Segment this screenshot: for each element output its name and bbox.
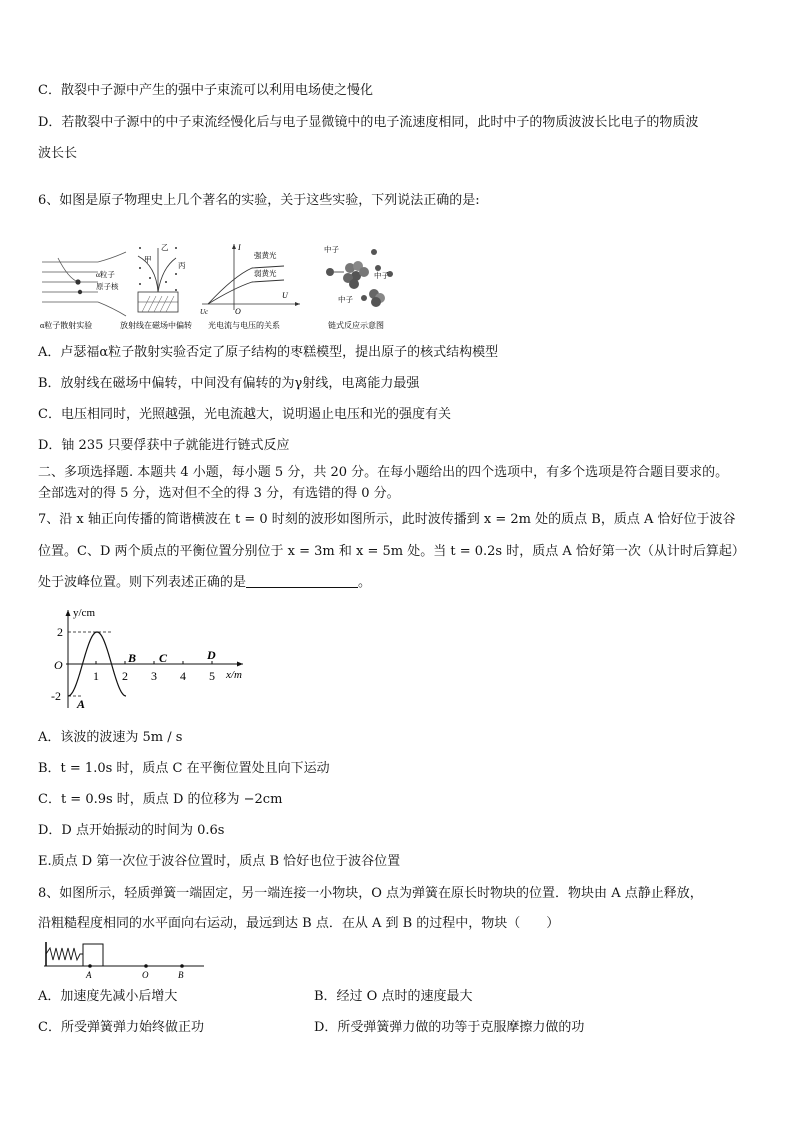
q7-wave-graph xyxy=(38,604,258,714)
strong-light-label: 强黄光 xyxy=(254,251,277,260)
q7-option-a: A．该波的波速为 5m / s xyxy=(38,730,183,745)
q7-option-d: D．D 点开始振动的时间为 0.6s xyxy=(38,823,225,838)
q6-figure xyxy=(38,238,400,332)
yi-label: 乙 xyxy=(161,243,169,252)
x-tick-4: 4 xyxy=(180,669,186,683)
uc-label: Uc xyxy=(200,308,209,316)
q8-stem-line2: 沿粗糙程度相同的水平面向右运动，最远到达 B 点．在从 A 到 B 的过程中，物块（ ） xyxy=(38,916,560,931)
x-tick-1: 1 xyxy=(93,669,99,683)
q8-option-a: A．加速度先减小后增大 xyxy=(38,989,178,1004)
neutron-label-1: 中子 xyxy=(324,245,339,254)
x-tick-2: 2 xyxy=(122,669,128,683)
point-b-label: B xyxy=(178,970,184,980)
answer-blank xyxy=(246,575,358,588)
point-o-label: O xyxy=(142,970,149,980)
point-d-label: D xyxy=(207,648,216,662)
spring xyxy=(46,948,83,960)
alpha-particle-label: α粒子 xyxy=(96,270,115,279)
q6-option-d: D．铀 235 只要俘获中子就能进行链式反应 xyxy=(38,438,290,453)
jia-label: 甲 xyxy=(144,255,152,264)
photocurrent-caption: 光电流与电压的关系 xyxy=(208,321,280,330)
y-axis-label: y/cm xyxy=(73,607,95,619)
q7-stem-text: 处于波峰位置。则下列表述正确的是 xyxy=(38,575,247,590)
q7-option-c: C．t = 0.9s 时，质点 D 的位移为 −2cm xyxy=(38,792,283,807)
magnetic-caption: 放射线在磁场中偏转 xyxy=(120,321,192,330)
q8-option-b: B．经过 O 点时的速度最大 xyxy=(314,989,473,1004)
chain-caption: 链式反应示意图 xyxy=(328,321,384,330)
q6-stem: 6、如图是原子物理史上几个著名的实验，关于这些实验，下列说法正确的是: xyxy=(38,193,480,208)
photocurrent-panel xyxy=(200,243,300,330)
alpha-caption: α粒子散射实验 xyxy=(40,321,93,330)
bing-label: 丙 xyxy=(178,261,186,270)
q5-option-d-line2: 波长长 xyxy=(38,146,78,161)
block xyxy=(83,944,103,966)
x-axis-label: x/m xyxy=(226,669,242,681)
q5-option-c: C．散裂中子源中产生的强中子束流可以利用电场使之慢化 xyxy=(38,83,373,98)
point-a-label: A xyxy=(86,970,92,980)
magnetic-deflection-panel xyxy=(120,243,192,330)
neutron-label-2: 中子 xyxy=(374,271,389,280)
neutron-label-3: 中子 xyxy=(338,295,353,304)
point-a-label: A xyxy=(77,697,86,711)
chain-reaction-panel xyxy=(324,244,393,330)
x-tick-5: 5 xyxy=(209,669,215,683)
section2-header-line2: 全部选对的得 5 分，选对但不全的得 3 分，有选错的得 0 分。 xyxy=(38,486,400,501)
point-b-label: B xyxy=(128,651,137,665)
nucleus-label: 原子核 xyxy=(96,282,119,291)
origin-o-label: O xyxy=(235,307,241,316)
axis-i-label: I xyxy=(238,243,241,252)
section2-header-line1: 二、多项选择题. 本题共 4 小题，每小题 5 分，共 20 分。在每小题给出的四个选项中，有多个选项是符合题目要求的。 xyxy=(38,465,729,480)
y-tick-2: 2 xyxy=(57,625,63,639)
alpha-scattering-panel xyxy=(40,252,126,330)
y-tick-neg2: -2 xyxy=(51,689,61,703)
q7-stem-period: 。 xyxy=(358,575,372,590)
q7-stem-line2: 位置。C、D 两个质点的平衡位置分别位于 x = 3m 和 x = 5m 处。当 t = 0.2s 时，质点 A 恰好第一次（从计时后算起） xyxy=(38,544,745,559)
origin-label: O xyxy=(54,658,63,672)
point-c-label: C xyxy=(159,651,168,665)
q8-spring-figure xyxy=(40,936,210,980)
q7-option-e: E.质点 D 第一次位于波谷位置时，质点 B 恰好也位于波谷位置 xyxy=(38,854,401,869)
q7-option-b: B．t = 1.0s 时，质点 C 在平衡位置处且向下运动 xyxy=(38,761,330,776)
axis-u-label: U xyxy=(282,291,288,300)
q6-option-c: C．电压相同时，光照越强，光电流越大，说明遏止电压和光的强度有关 xyxy=(38,407,451,422)
q8-option-c: C．所受弹簧弹力始终做正功 xyxy=(38,1020,204,1035)
q7-stem-line1: 7、沿 x 轴正向传播的简谐横波在 t = 0 时刻的波形如图所示，此时波传播到 x = 2m 处的质点 B，质点 A 恰好位于波谷 xyxy=(38,512,736,527)
q6-option-a: A．卢瑟福α粒子散射实验否定了原子结构的枣糕模型，提出原子的核式结构模型 xyxy=(38,345,499,360)
q7-stem-line3 xyxy=(38,574,371,592)
weak-light-label: 弱黄光 xyxy=(254,269,277,278)
q6-option-b: B．放射线在磁场中偏转，中间没有偏转的为γ射线，电离能力最强 xyxy=(38,376,420,391)
x-tick-3: 3 xyxy=(151,669,157,683)
q8-stem-line1: 8、如图所示，轻质弹簧一端固定，另一端连接一小物块，O 点为弹簧在原长时物块的位置．物块由 A 点静止释放， xyxy=(38,886,703,901)
q5-option-d-line1: D．若散裂中子源中的中子束流经慢化后与电子显微镜中的电子流速度相同，此时中子的物质波波长比电子的物质波 xyxy=(38,115,699,130)
q8-option-d: D．所受弹簧弹力做的功等于克服摩擦力做的功 xyxy=(314,1020,585,1035)
